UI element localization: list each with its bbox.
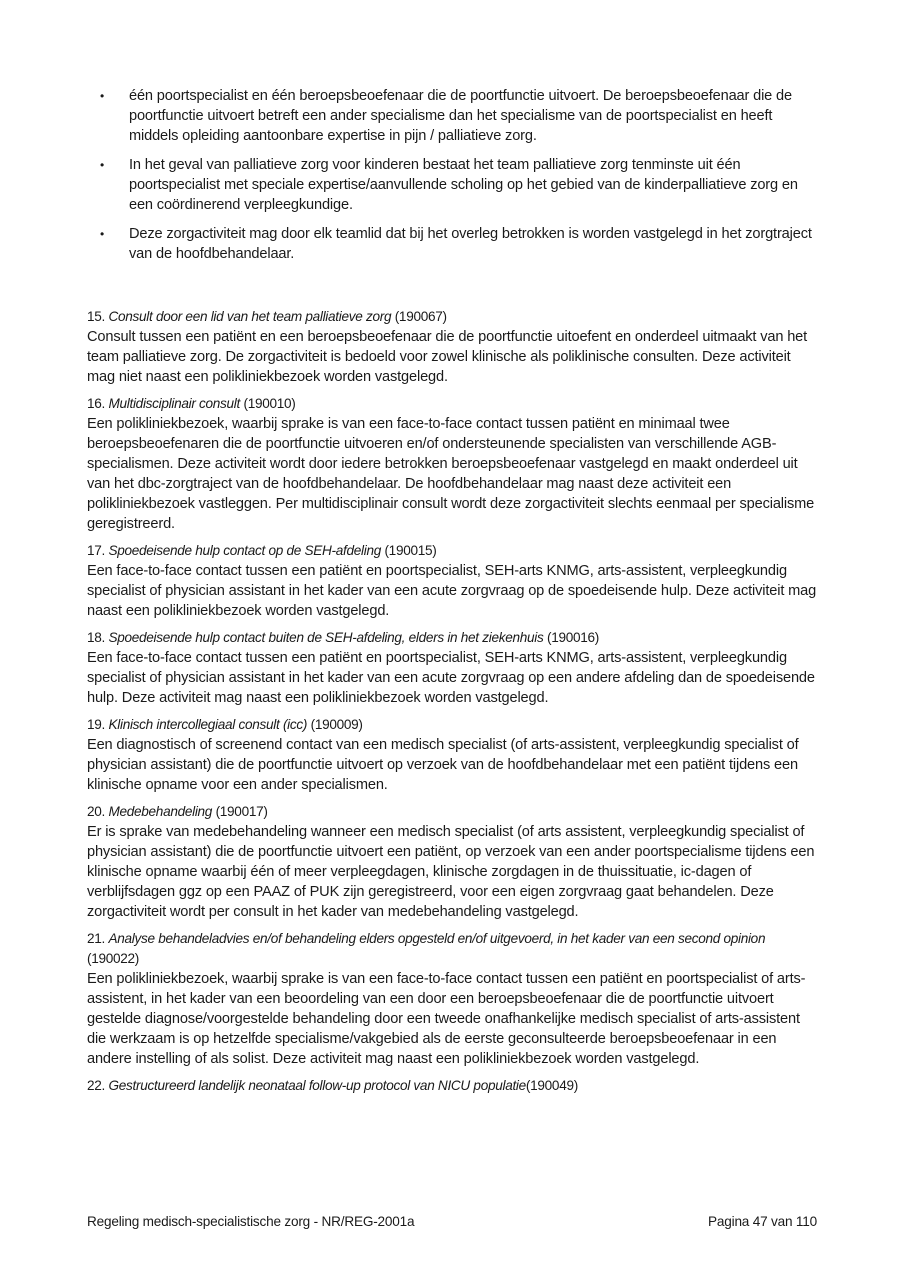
bullet-list [100, 86, 820, 273]
section-heading [87, 715, 817, 735]
section-code: (190017) [215, 804, 268, 819]
section-heading [87, 929, 817, 969]
section-heading [87, 802, 817, 822]
bullet-item [100, 86, 820, 146]
footer-document-title: Regeling medisch-specialistische zorg - NR/REG-2001a [87, 1214, 415, 1229]
section-20 [87, 802, 817, 922]
section-number: 15. [87, 309, 105, 324]
section-body: Consult tussen een patiënt en een beroepsbeoefenaar die de poortfunctie uitoefent en onderdeel uitmaakt van het team palliatieve zorg. De zorgactiviteit is bedoeld voor zowel klinische als poliklinische consulten. Deze activiteit mag niet naast een polikliniekbezoek worden vastgelegd. [87, 329, 808, 385]
section-number: 20. [87, 804, 105, 819]
section-code: (190010) [243, 396, 296, 411]
section-code: (190015) [384, 543, 437, 558]
section-name: Spoedeisende hulp contact op de SEH-afdeling [108, 543, 381, 558]
bullet-text: één poortspecialist en één beroepsbeoefenaar die de poortfunctie uitvoert. De beroepsbeoefenaar die de poortfunctie uitvoert betreft een ander specialisme dan het specialisme van de poortspecialist en heeft middels opleiding aantoonbare expertise in pijn / palliatieve zorg. [129, 88, 792, 144]
section-code: (190022) [87, 951, 140, 966]
bullet-icon: • [100, 89, 105, 103]
section-body: Een face-to-face contact tussen een patiënt en poortspecialist, SEH-arts KNMG, arts-assistent, verpleegkundig specialist of physician assistant in het kader van een acute zorgvraag op een andere afdeling dan de spoedeisende hulp. Deze activiteit mag naast een polikliniekbezoek worden vastgelegd. [87, 650, 815, 706]
bullet-icon: • [100, 227, 105, 241]
bullet-icon: • [100, 158, 105, 172]
page-footer [87, 1213, 817, 1231]
section-name: Medebehandeling [108, 804, 213, 819]
section-number: 18. [87, 630, 105, 645]
section-heading [87, 628, 817, 648]
section-number: 16. [87, 396, 105, 411]
section-body: Een diagnostisch of screenend contact van een medisch specialist (of arts-assistent, verpleegkundig specialist of physician assistant) die de poortfunctie uitvoert op verzoek van de hoofdbehandelaar met een patiënt tijdens een klinische opname voor een ander specialismen. [87, 737, 799, 793]
section-22 [87, 1076, 817, 1096]
bullet-item [100, 224, 820, 264]
section-name: Multidisciplinair consult [108, 396, 240, 411]
section-name: Klinisch intercollegiaal consult (icc) [108, 717, 308, 732]
section-name: Consult door een lid van het team palliatieve zorg [108, 309, 392, 324]
section-name: Spoedeisende hulp contact buiten de SEH-afdeling, elders in het ziekenhuis [108, 630, 544, 645]
section-heading [87, 394, 817, 414]
section-number: 17. [87, 543, 105, 558]
section-heading [87, 541, 817, 561]
section-16 [87, 394, 817, 534]
bullet-text: In het geval van palliatieve zorg voor kinderen bestaat het team palliatieve zorg tenminste uit één poortspecialist met speciale expertise/aanvullende scholing op het gebied van de kinderpalliatieve zorg en een coördinerend verpleegkundige. [129, 157, 798, 213]
section-number: 21. [87, 931, 105, 946]
bullet-text: Deze zorgactiviteit mag door elk teamlid dat bij het overleg betrokken is worden vastgelegd in het zorgtraject van de hoofdbehandelaar. [129, 226, 812, 262]
section-code: (190016) [546, 630, 599, 645]
section-body: Een face-to-face contact tussen een patiënt en poortspecialist, SEH-arts KNMG, arts-assistent, verpleegkundig specialist of physician assistant in het kader van een acute zorgvraag op de spoedeisende hulp. Deze activiteit mag naast een polikliniekbezoek worden vastgelegd. [87, 563, 817, 619]
section-15 [87, 307, 817, 387]
section-name: Analyse behandeladvies en/of behandeling elders opgesteld en/of uitgevoerd, in het kader van een second opinion [108, 931, 766, 946]
section-heading [87, 307, 817, 327]
section-number: 22. [87, 1078, 105, 1093]
section-18 [87, 628, 817, 708]
section-code: (190067) [394, 309, 447, 324]
bullet-item [100, 155, 820, 215]
section-heading [87, 1076, 817, 1096]
section-code: (190049) [525, 1078, 578, 1093]
section-code: (190009) [310, 717, 363, 732]
section-17 [87, 541, 817, 621]
section-21 [87, 929, 817, 1069]
section-body: Er is sprake van medebehandeling wanneer een medisch specialist (of arts assistent, verpleegkundig specialist of physician assistant) die de poortfunctie uitvoert een patiënt, op verzoek van een ander poortspecialisme tijdens een klinische opname waarbij één of meer verpleegdagen, klinische zorgdagen in de thuissituatie, ic-dagen of verblijfsdagen ggz op een PAAZ of PUK zijn geregistreerd, voor een eigen zorgvraag gaat behandelen. Deze zorgactiviteit wordt per consult in het kader van medebehandeling vastgelegd. [87, 824, 815, 920]
section-number: 19. [87, 717, 105, 732]
section-body: Een polikliniekbezoek, waarbij sprake is van een face-to-face contact tussen een patiënt en poortspecialist of arts-assistent, in het kader van een beoordeling van een door een beroepsbeoefenaar die de poortfunctie uitvoert gestelde diagnose/voorgestelde behandeling door een tweede onafhankelijke medisch specialist of arts-assistent die werkzaam is op hetzelfde specialisme/vakgebied als de eerste geconsulteerde beroepsbeoefenaar in een andere instelling of als solist. Deze activiteit mag naast een polikliniekbezoek worden vastgelegd. [87, 971, 806, 1067]
section-name: Gestructureerd landelijk neonataal follow-up protocol van NICU populatie [108, 1078, 526, 1093]
section-body: Een polikliniekbezoek, waarbij sprake is van een face-to-face contact tussen patiënt en minimaal twee beroepsbeoefenaren die de poortfunctie uitvoeren en/of ondersteunende specialisten van verschillende AGB-specialismen. Deze activiteit wordt door iedere betrokken beroepsbeoefenaar vastgelegd en maakt onderdeel uit van het dbc-zorgtraject van de hoofdbehandelaar. De hoofdbehandelaar mag naast deze activiteit een polikliniekbezoek vastleggen. Per multidisciplinair consult wordt deze zorgactiviteit slechts eenmaal per specialisme geregistreerd. [87, 416, 815, 532]
footer-page-number: Pagina 47 van 110 [708, 1214, 817, 1229]
section-19 [87, 715, 817, 795]
sections [87, 307, 817, 1103]
